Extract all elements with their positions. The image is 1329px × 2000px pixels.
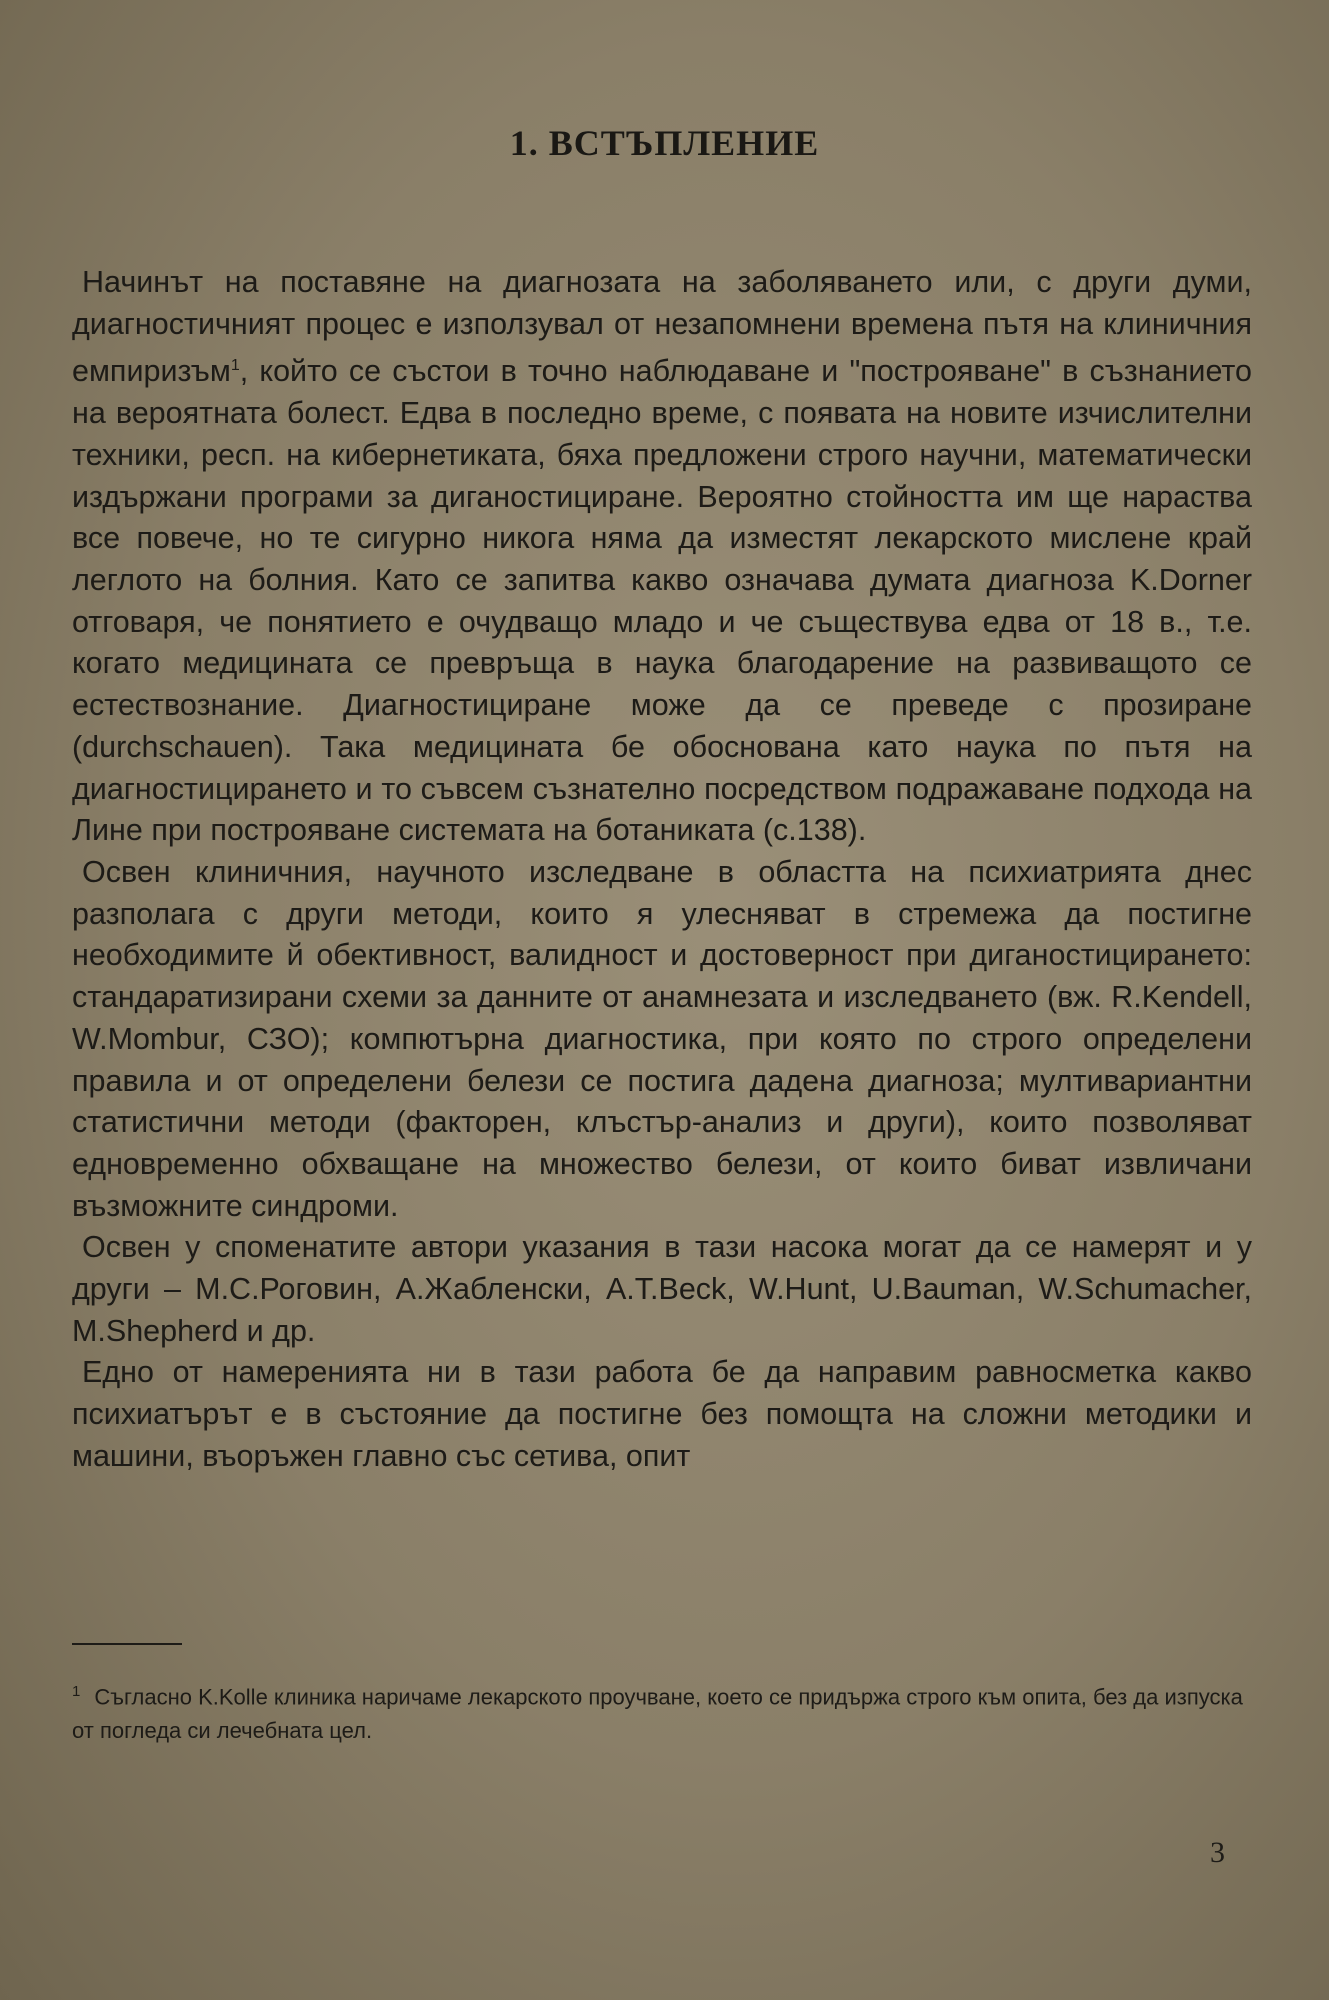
chapter-title: 1. ВСТЪПЛЕНИЕ: [509, 123, 820, 163]
paragraph-1-part-b: , който се състои в точно наблюдаване и "построяване" в съзнанието на вероятната болест. Едва в последно време, с появата на новите изчислителни техники, респ. на кибернетиката, бяха предложени строго научни, математически издържани програми за диганостициране. Вероятно стойността им ще нараства все повече, но те сигурно никога няма да изместят лекарското мислене край леглото на болния. Като се запитва какво означава думата диагноза K.Dorner отговаря, че понятието е очудващо младо и че съществува едва от 18 в., т.е. когато медицината се превръща в наука благодарение на развиващото се естествознание. Диагностициране може да се преведе с прозиране (durchschauen). Така медицината бе обоснована като наука по пътя на диагностицирането и то съвсем съзнателно посредством подражаване подхода на Лине при построяване системата на ботаниката (с.138).: [72, 354, 1252, 848]
footnote: [72, 1675, 1252, 1748]
footnote-text: Съгласно K.Kolle клиника наричаме лекарското проучване, което се придържа строго към опита, без да изпуска от погледа си лечебната цел.: [72, 1684, 1243, 1744]
footnote-reference: 1: [230, 357, 240, 375]
paragraph-1-part-a: Начинът на поставяне на диагнозата на заболяването или, с други думи, диагностичният процес е използувал от незапомнени времена пътя на клиничния емпиризъм: [72, 265, 1252, 389]
paragraph-1: [72, 262, 1252, 852]
footnote-divider: [72, 1643, 182, 1645]
footnote-mark: 1: [72, 1683, 81, 1700]
paragraph-2: Освен клиничния, научното изследване в областта на психиатрията днес разполага с други методи, които я улесняват в стремежа да постигне необходимите й обективност, валидност и достоверност при диганостицирането: стандаратизирани схеми за данните от анамнезата и изследването (вж. R.Kendell, W.Mombur, СЗО); компютърна диагностика, при която по строго определени правила и от определени белези се постига дадена диагноза; мултивариантни статистични методи (факторен, клъстър-анализ и други), които позволяват едновременно обхващане на множество белези, от които биват извличани възможните синдроми.: [72, 855, 1252, 1223]
body-text: [72, 262, 1252, 1478]
page-number: 3: [1210, 1836, 1225, 1869]
paragraph-4: Едно от намеренията ни в тази работа бе да направим равносметка какво психиатърът е в състояние да постигне без помощта на сложни методики и машини, въоръжен главно със сетива, опит: [72, 1355, 1252, 1473]
paragraph-3: Освен у споменатите автори указания в тази насока могат да се намерят и у други – М.С.Роговин, А.Жабленски, A.T.Beck, W.Hunt, U.Bauman, W.Schumacher, M.Shepherd и др.: [72, 1230, 1252, 1348]
